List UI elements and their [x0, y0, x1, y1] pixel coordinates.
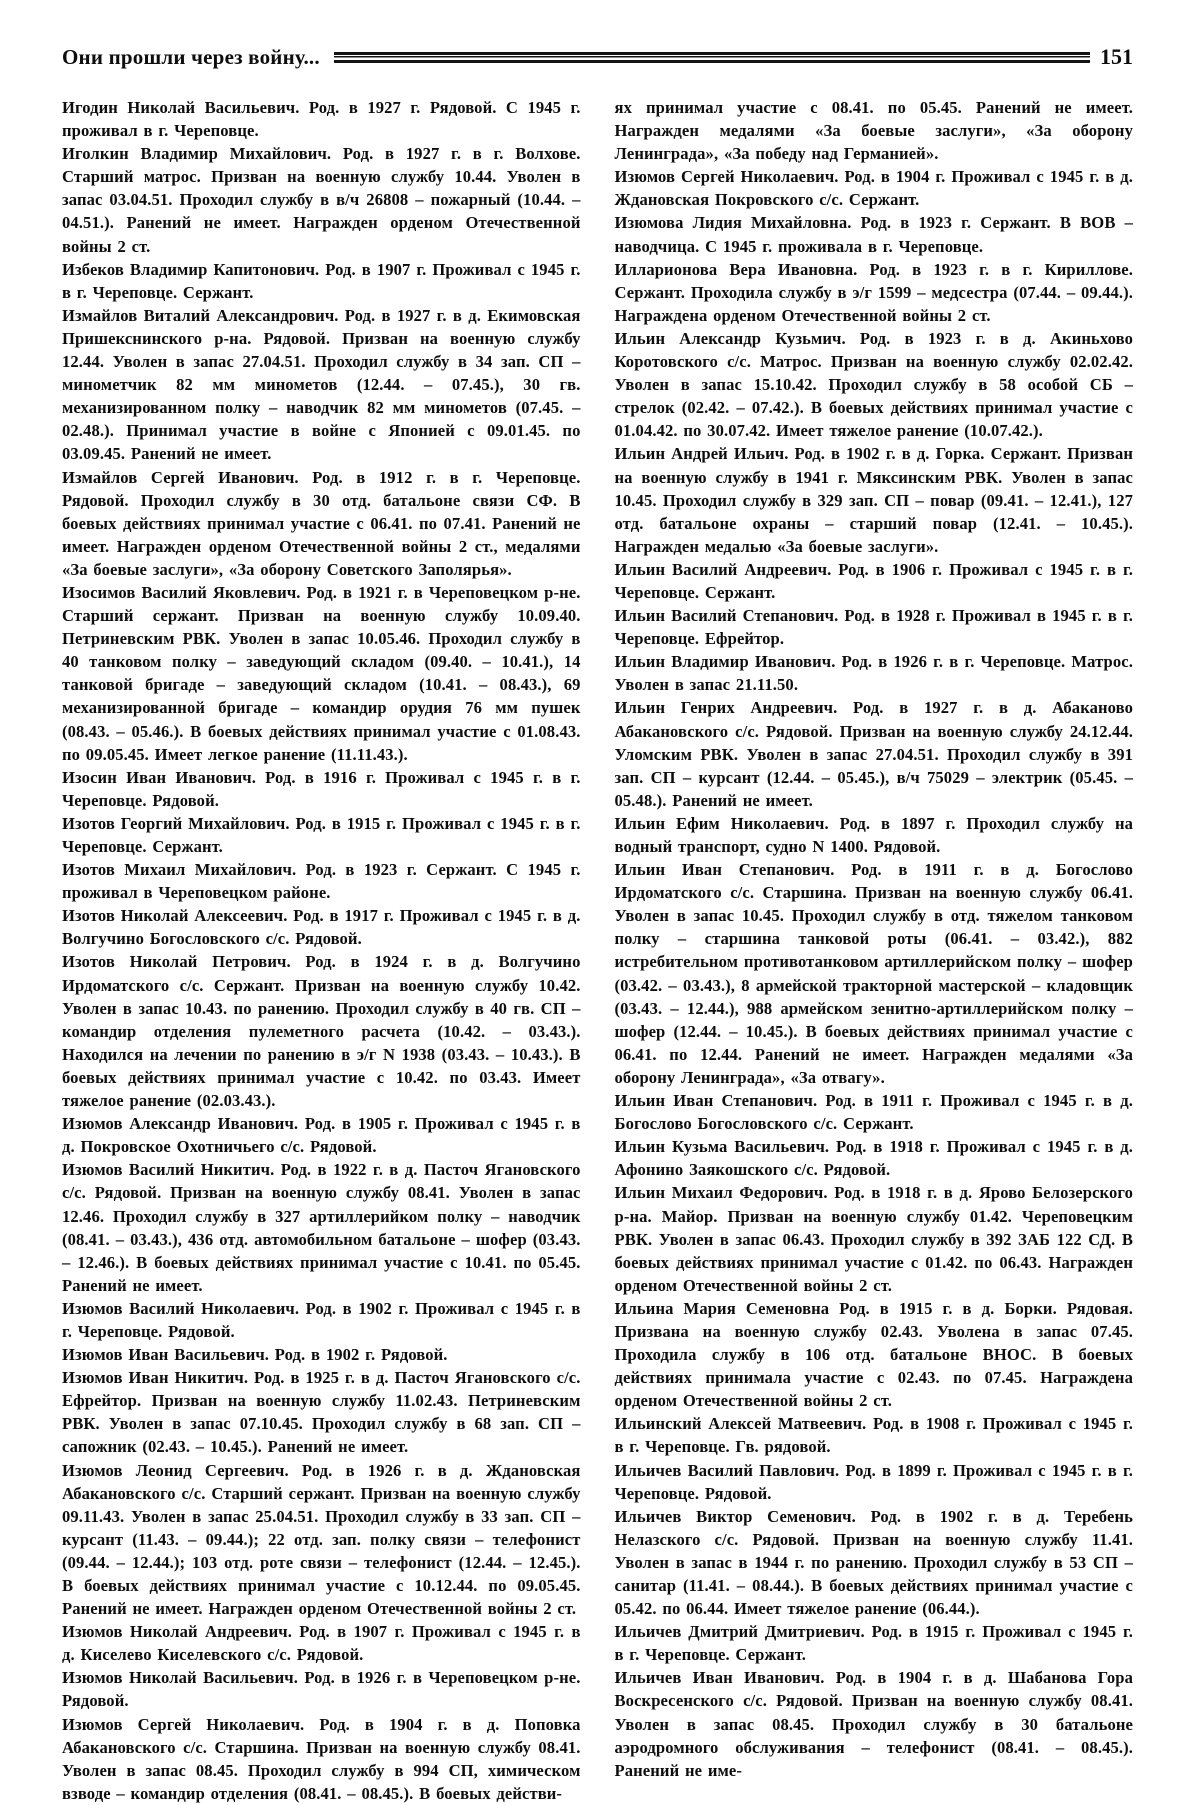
- entry-paragraph: Изюмов Иван Никитич. Род. в 1925 г. в д. Пасточ Ягановского с/с. Ефрейтор. Призван на военную службу 11.02.43. Петриневским РВК. Уволен в запас 07.10.45. Проходил службу в 68 зап. СП – сапожник (02.43. – 10.45.). Ранений не имеет.: [62, 1368, 581, 1457]
- entry-paragraph: Ильичев Василий Павлович. Род. в 1899 г. Проживал с 1945 г. в г. Череповце. Рядовой.: [614, 1460, 1133, 1503]
- entry-paragraph: Иголкин Владимир Михайлович. Род. в 1927 г. в г. Волхове. Старший матрос. Призван на военную службу 10.44. Уволен в запас 03.04.51. Проходил службу в в/ч 26808 – пожарный (10.44. – 04.51.). Ранений не имеет. Награжден орденом Отечественной войны 2 ст.: [62, 144, 581, 256]
- entry-paragraph: ях принимал участие с 08.41. по 05.45. Ранений не имеет. Награжден медалями «За боевые заслуги», «За оборону Ленинграда», «За победу над Германией».: [614, 98, 1133, 164]
- entry-paragraph: Изюмов Леонид Сергеевич. Род. в 1926 г. в д. Ждановская Абакановского с/с. Старший сержант. Призван на военную службу 09.11.43. Уволен в запас 25.04.51. Проходил службу в 33 зап. СП – курсант (11.43. – 09.44.); 22 отд. зап. полку связи – телефонист (09.44. – 12.44.); 103 отд. роте связи – телефонист (12.44. – 12.45.). В боевых действиях принимал участие с 10.12.44. по 09.05.45. Ранений не имеет. Награжден орденом Отечественной войны 2 ст.: [62, 1460, 581, 1619]
- entry-paragraph: Изосимов Василий Яковлевич. Род. в 1921 г. в Череповецком р-не. Старший сержант. Призван на военную службу 10.09.40. Петриневским РВК. Уволен в запас 10.05.46. Проходил службу в 40 танковом полку – заведующий складом (09.40. – 10.41.), 14 танковой бригаде – заведующий складом (10.41. – 08.43.), 69 механизированной бригаде – командир орудия 76 мм пушек (08.43. – 05.46.). В боевых действиях принимал участие с 01.08.43. по 09.05.45. Имеет легкое ранение (11.11.43.).: [62, 582, 581, 764]
- entry-paragraph: Ильинский Алексей Матвеевич. Род. в 1908 г. Проживал с 1945 г. в г. Череповце. Гв. рядовой.: [614, 1414, 1133, 1457]
- entry-paragraph: Ильин Ефим Николаевич. Род. в 1897 г. Проходил службу на водный транспорт, судно N 1400. Рядовой.: [614, 813, 1133, 856]
- entry-paragraph: Ильин Александр Кузьмич. Род. в 1923 г. в д. Акиньхово Коротовского с/с. Матрос. Призван на военную службу 02.02.42. Уволен в запас 15.10.42. Проходил службу в 58 особой СБ – стрелок (02.42. – 07.42.). В боевых действиях принимал участие с 01.04.42. по 30.07.42. Имеет тяжелое ранение (10.07.42.).: [614, 328, 1133, 441]
- entry-paragraph: Ильин Иван Степанович. Род. в 1911 г. Проживал с 1945 г. в д. Богослово Богословского с/с. Сержант.: [614, 1091, 1133, 1134]
- entry-paragraph: Изюмов Василий Николаевич. Род. в 1902 г. Проживал с 1945 г. в г. Череповце. Рядовой.: [62, 1298, 581, 1341]
- page-title: Они прошли через войну...: [62, 44, 320, 69]
- entry-paragraph: Ильин Кузьма Васильевич. Род. в 1918 г. Проживал с 1945 г. в д. Афонино Заякошского с/с. Рядовой.: [614, 1137, 1133, 1180]
- entry-paragraph: Изотов Георгий Михайлович. Род. в 1915 г. Проживал с 1945 г. в г. Череповце. Сержант.: [62, 813, 581, 856]
- entry-paragraph: Избеков Владимир Капитонович. Род. в 1907 г. Проживал с 1945 г. в г. Череповце. Сержант.: [62, 259, 581, 302]
- entry-paragraph: Изюмова Лидия Михайловна. Род. в 1923 г. Сержант. В ВОВ – наводчица. С 1945 г. проживала в г. Череповце.: [614, 213, 1133, 256]
- entry-paragraph: Ильичев Иван Иванович. Род. в 1904 г. в д. Шабанова Гора Воскресенского с/с. Рядовой. Призван на военную службу 08.41. Уволен в запас 08.45. Проходил службу в 30 батальоне аэродромного обслуживания – телефонист (08.41. – 08.45.). Ранений не име-: [614, 1668, 1133, 1780]
- entry-paragraph: Изюмов Василий Никитич. Род. в 1922 г. в д. Пасточ Ягановского с/с. Рядовой. Призван на военную службу 08.41. Уволен в запас 12.46. Проходил службу в 327 артиллерийком полку – наводчик (08.41. – 03.43.), 436 отд. автомобильном батальоне – шофер (03.43. – 12.46.). В боевых действиях принимал участие с 10.41. по 05.45. Ранений не имеет.: [62, 1160, 581, 1295]
- column-right: [615, 96, 1134, 1805]
- entry-paragraph: Изюмов Николай Васильевич. Род. в 1926 г. в Череповецком р-не. Рядовой.: [62, 1668, 581, 1711]
- entry-paragraph: Ильин Андрей Ильич. Род. в 1902 г. в д. Горка. Сержант. Призван на военную службу в 1941 г. Мяксинским РВК. Уволен в запас 10.45. Проходил службу в 329 зап. СП – повар (09.41. – 12.41.), 127 отд. батальоне охраны – старший повар (12.41. – 10.45.). Награжден медалью «За боевые заслуги».: [614, 444, 1133, 556]
- entry-paragraph: Ильин Владимир Иванович. Род. в 1926 г. в г. Череповце. Матрос. Уволен в запас 21.11.50.: [614, 652, 1133, 695]
- entry-paragraph: Изотов Михаил Михайлович. Род. в 1923 г. Сержант. С 1945 г. проживал в Череповецком районе.: [62, 860, 581, 903]
- entry-paragraph: Изюмов Александр Иванович. Род. в 1905 г. Проживал с 1945 г. в д. Покровское Охотничьего с/с. Рядовой.: [62, 1114, 581, 1157]
- header-rule: [334, 52, 1090, 63]
- entry-paragraph: Игодин Николай Васильевич. Род. в 1927 г. Рядовой. С 1945 г. проживал в г. Череповце.: [62, 98, 581, 141]
- entry-paragraph: Илларионова Вера Ивановна. Род. в 1923 г. в г. Кириллове. Сержант. Проходила службу в э/г 1599 – медсестра (07.44. – 09.44.). Награждена орденом Отечественной войны 2 ст.: [614, 259, 1133, 325]
- entry-paragraph: Изосин Иван Иванович. Род. в 1916 г. Проживал с 1945 г. в г. Череповце. Рядовой.: [62, 767, 581, 810]
- column-left: [62, 96, 581, 1805]
- entry-paragraph: Изюмов Сергей Николаевич. Род. в 1904 г. в д. Поповка Абакановского с/с. Старшина. Призван на военную службу 08.41. Уволен в запас 08.45. Проходил службу в 994 СП, химическом взводе – командир отделения (08.41. – 08.45.). В боевых действи-: [62, 1714, 581, 1803]
- entry-paragraph: Изюмов Сергей Николаевич. Род. в 1904 г. Проживал с 1945 г. в д. Ждановская Покровского с/с. Сержант.: [614, 167, 1133, 210]
- entry-paragraph: Изюмов Николай Андреевич. Род. в 1907 г. Проживал с 1945 г. в д. Киселево Киселевского с/с. Рядовой.: [62, 1622, 581, 1665]
- text-columns: [62, 96, 1133, 1805]
- entry-paragraph: Ильин Василий Андреевич. Род. в 1906 г. Проживал с 1945 г. в г. Череповце. Сержант.: [614, 559, 1133, 602]
- entry-paragraph: Измайлов Виталий Александрович. Род. в 1927 г. в д. Екимовская Пришекснинского р-на. Рядовой. Призван на военную службу 12.44. Уволен в запас 27.04.51. Проходил службу в 34 зап. СП – минометчик 82 мм минометов (12.44. – 07.45.), 30 гв. механизированном полку – наводчик 82 мм минометов (07.45. – 02.48.). Принимал участие в войне с Японией с 09.01.45. по 03.09.45. Ранений не имеет.: [62, 305, 581, 464]
- entry-paragraph: Ильичев Дмитрий Дмитриевич. Род. в 1915 г. Проживал с 1945 г. в г. Череповце. Сержант.: [614, 1622, 1133, 1665]
- entry-paragraph: Изотов Николай Алексеевич. Род. в 1917 г. Проживал с 1945 г. в д. Волгучино Богословского с/с. Рядовой.: [62, 906, 581, 949]
- entry-paragraph: Ильин Иван Степанович. Род. в 1911 г. в д. Богослово Ирдоматского с/с. Старшина. Призван на военную службу 06.41. Уволен в запас 10.45. Проходил службу в отд. тяжелом танковом полку – старшина танковой роты (06.41. – 03.42.), 882 истребительном противотанковом артиллерийском полку – шофер (03.42. – 03.43.), 8 армейской тракторной мастерской – кладовщик (03.43. – 12.44.), 988 армейском зенитно-артиллерийском полку – шофер (12.44. – 10.45.). В боевых действиях принимал участие с 06.41. по 12.44. Ранений не имеет. Награжден медалями «За оборону Ленинграда», «За отвагу».: [614, 860, 1133, 1087]
- entry-paragraph: Ильина Мария Семеновна Род. в 1915 г. в д. Борки. Рядовая. Призвана на военную службу 02.43. Уволена в запас 07.45. Проходила службу в 106 отд. батальоне ВНОС. В боевых действиях принимала участие с 02.43. по 07.45. Награждена орденом Отечественной войны 2 ст.: [614, 1298, 1133, 1411]
- entry-paragraph: Ильин Михаил Федорович. Род. в 1918 г. в д. Ярово Белозерского р-на. Майор. Призван на военную службу 01.42. Череповецким РВК. Уволен в запас 06.43. Проходил службу в 392 ЗАБ 122 СД. В боевых действиях принимал участие с 01.42. по 06.43. Награжден орденом Отечественной войны 2 ст.: [614, 1183, 1133, 1295]
- entry-paragraph: Ильичев Виктор Семенович. Род. в 1902 г. в д. Теребень Нелазского с/с. Рядовой. Призван на военную службу 11.41. Уволен в запас в 1944 г. по ранению. Проходил службу в 53 СП – санитар (11.41. – 08.44.). В боевых действиях принимал участие с 05.42. по 06.44. Имеет тяжелое ранение (06.44.).: [614, 1506, 1133, 1619]
- running-head: [62, 42, 1133, 72]
- page-number: 151: [1100, 44, 1133, 69]
- entry-paragraph: Ильин Генрих Андреевич. Род. в 1927 г. в д. Абаканово Абакановского с/с. Рядовой. Призван на военную службу 24.12.44. Уломским РВК. Уволен в запас 27.04.51. Проходил службу в 391 зап. СП – курсант (12.44. – 05.45.), в/ч 75029 – электрик (05.45. – 05.48.). Ранений не имеет.: [614, 698, 1133, 810]
- entry-paragraph: Изотов Николай Петрович. Род. в 1924 г. в д. Волгучино Ирдоматского с/с. Сержант. Призван на военную службу 10.42. Уволен в запас 10.43. по ранению. Проходил службу в 40 гв. СП – командир отделения пулеметного расчета (10.42. – 03.43.). Находился на лечении по ранению в э/г N 1938 (03.43. – 10.43.). В боевых действиях принимал участие с 10.42. по 03.43. Имеет тяжелое ранение (02.03.43.).: [62, 952, 581, 1111]
- entry-paragraph: Изюмов Иван Васильевич. Род. в 1902 г. Рядовой.: [62, 1345, 448, 1365]
- entry-paragraph: Измайлов Сергей Иванович. Род. в 1912 г. в г. Череповце. Рядовой. Проходил службу в 30 отд. батальоне связи СФ. В боевых действиях принимал участие с 06.41. по 07.41. Ранений не имеет. Награжден орденом Отечественной войны 2 ст., медалями «За боевые заслуги», «За оборону Советского Заполярья».: [62, 467, 581, 579]
- entry-paragraph: Ильин Василий Степанович. Род. в 1928 г. Проживал в 1945 г. в г. Череповце. Ефрейтор.: [614, 606, 1133, 649]
